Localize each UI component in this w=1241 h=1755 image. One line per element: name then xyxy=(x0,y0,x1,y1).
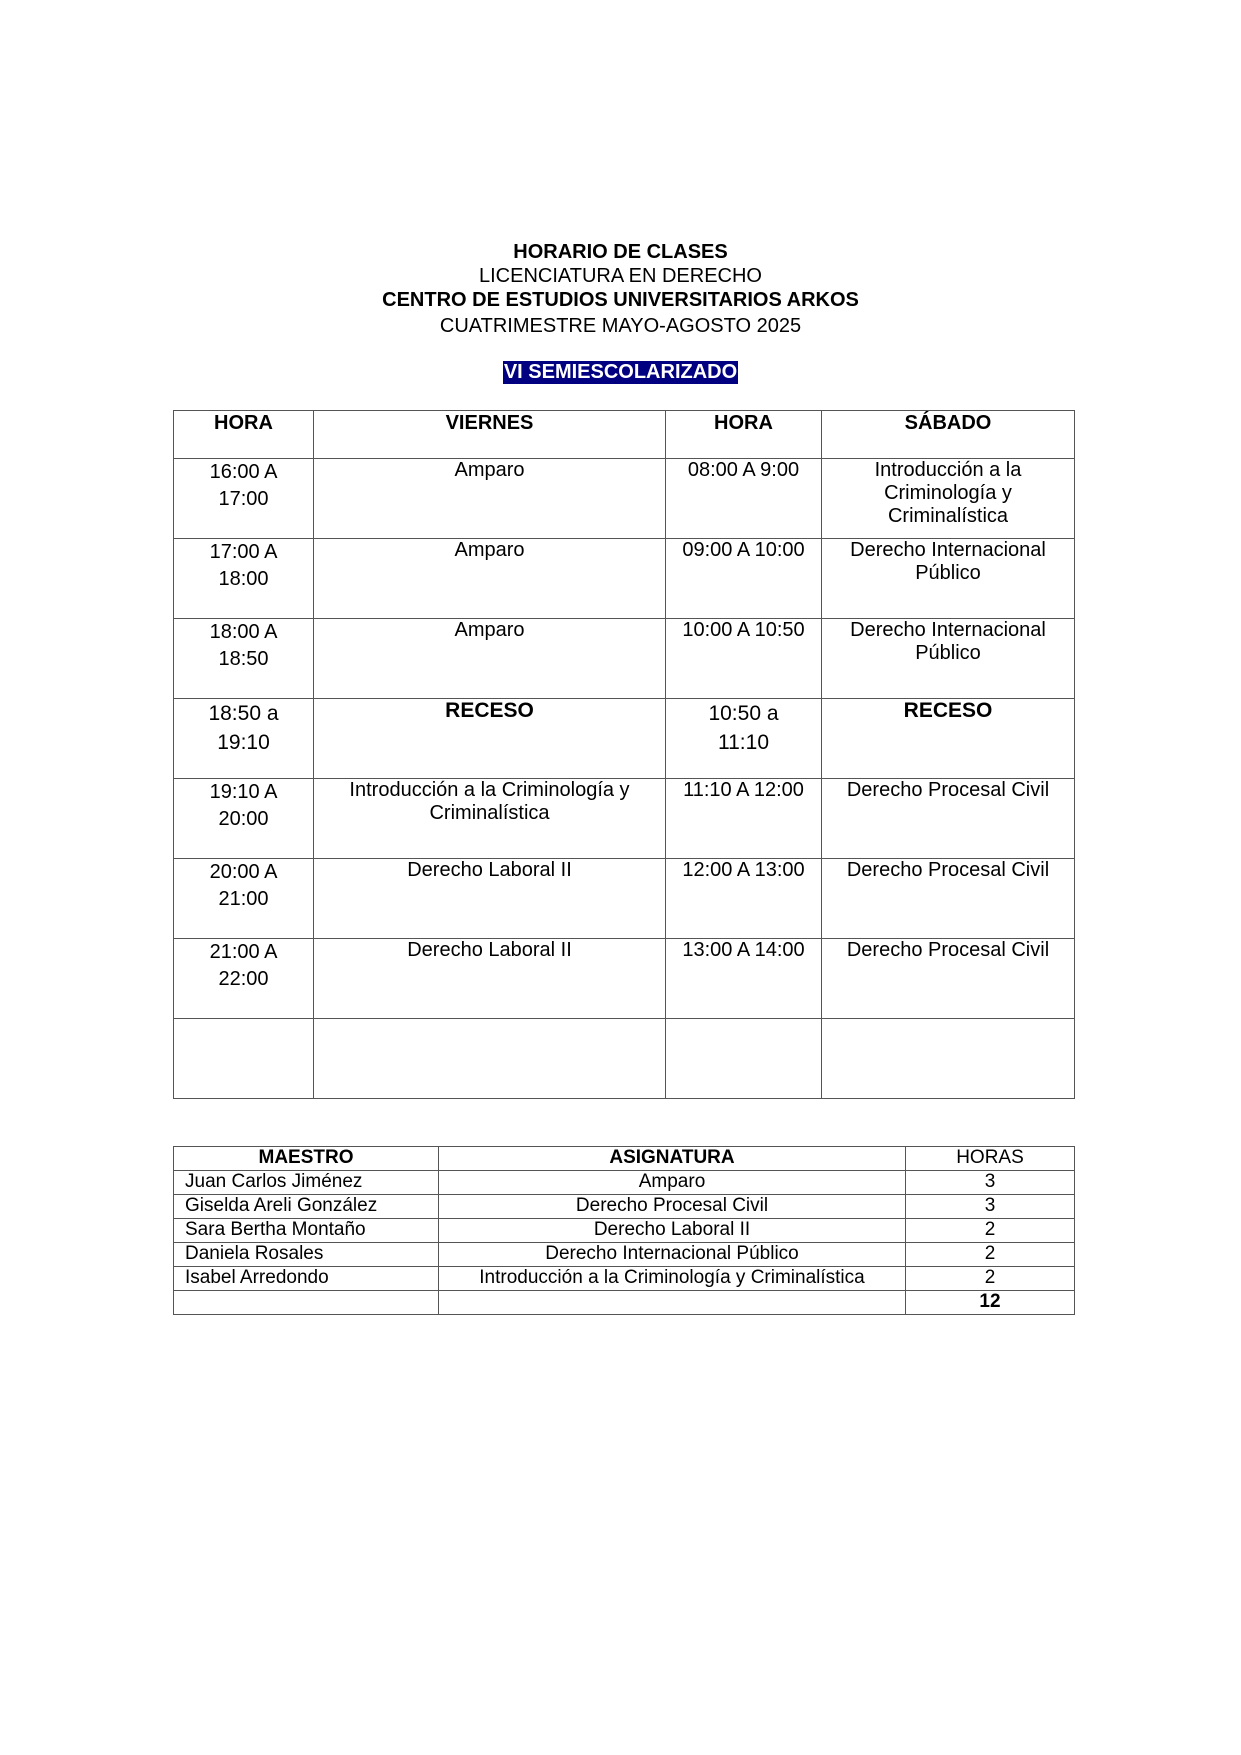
teacher-name: Giselda Areli González xyxy=(174,1195,439,1219)
teacher-name: Sara Bertha Montaño xyxy=(174,1219,439,1243)
teachers-table xyxy=(173,1146,1075,1315)
time-cell-friday: 16:00 A 17:00 xyxy=(174,459,314,539)
schedule-row xyxy=(174,939,1075,1019)
teachers-total-row xyxy=(174,1291,1075,1315)
subject-cell-friday: Introducción a la Criminología y Criminalística xyxy=(314,779,666,859)
group-badge: VI SEMIESCOLARIZADO xyxy=(503,361,738,383)
subject-cell-saturday: Derecho Procesal Civil xyxy=(822,939,1075,1019)
empty-cell xyxy=(822,1019,1075,1099)
column-header-sabado: SÁBADO xyxy=(822,411,1075,459)
subject-cell-friday: Amparo xyxy=(314,459,666,539)
schedule-header-row xyxy=(174,411,1075,459)
column-header-maestro: MAESTRO xyxy=(174,1147,439,1171)
empty-cell xyxy=(439,1291,906,1315)
time-cell-saturday: 13:00 A 14:00 xyxy=(666,939,822,1019)
document-title: HORARIO DE CLASES xyxy=(513,241,728,263)
teacher-subject: Derecho Procesal Civil xyxy=(439,1195,906,1219)
time-cell-friday: 19:10 A 20:00 xyxy=(174,779,314,859)
subject-cell-friday: Derecho Laboral II xyxy=(314,939,666,1019)
teacher-row xyxy=(174,1267,1075,1291)
teacher-hours: 2 xyxy=(906,1219,1075,1243)
subject-cell-saturday: Derecho Internacional Público xyxy=(822,539,1075,619)
teacher-hours: 3 xyxy=(906,1195,1075,1219)
schedule-row-recess xyxy=(174,699,1075,779)
subject-cell-saturday: Derecho Procesal Civil xyxy=(822,859,1075,939)
teacher-name: Daniela Rosales xyxy=(174,1243,439,1267)
subject-cell-saturday: Derecho Internacional Público xyxy=(822,619,1075,699)
schedule-row-empty xyxy=(174,1019,1075,1099)
subject-cell-friday: Derecho Laboral II xyxy=(314,859,666,939)
time-cell-friday: 20:00 A 21:00 xyxy=(174,859,314,939)
teacher-hours: 2 xyxy=(906,1243,1075,1267)
schedule-table xyxy=(173,410,1075,1099)
schedule-row xyxy=(174,859,1075,939)
teacher-hours: 3 xyxy=(906,1171,1075,1195)
empty-cell xyxy=(314,1019,666,1099)
schedule-row xyxy=(174,539,1075,619)
teacher-subject: Introducción a la Criminología y Criminalística xyxy=(439,1267,906,1291)
institution-name: CENTRO DE ESTUDIOS UNIVERSITARIOS ARKOS xyxy=(382,289,859,311)
time-cell-saturday: 11:10 A 12:00 xyxy=(666,779,822,859)
subject-cell-friday: Amparo xyxy=(314,539,666,619)
recess-time-cell-saturday: 10:50 a 11:10 xyxy=(666,699,822,779)
subject-cell-friday: Amparo xyxy=(314,619,666,699)
recess-time-cell-friday: 18:50 a 19:10 xyxy=(174,699,314,779)
teacher-name: Juan Carlos Jiménez xyxy=(174,1171,439,1195)
schedule-row xyxy=(174,619,1075,699)
empty-cell xyxy=(174,1019,314,1099)
teacher-subject: Derecho Internacional Público xyxy=(439,1243,906,1267)
empty-cell xyxy=(666,1019,822,1099)
term-label: CUATRIMESTRE MAYO-AGOSTO 2025 xyxy=(439,315,802,337)
time-cell-friday: 18:00 A 18:50 xyxy=(174,619,314,699)
total-hours: 12 xyxy=(906,1291,1075,1315)
schedule-row xyxy=(174,459,1075,539)
column-header-hora-viernes: HORA xyxy=(174,411,314,459)
time-cell-friday: 17:00 A 18:00 xyxy=(174,539,314,619)
time-cell-saturday: 10:00 A 10:50 xyxy=(666,619,822,699)
teacher-row xyxy=(174,1171,1075,1195)
recess-cell-saturday: RECESO xyxy=(822,699,1075,779)
column-header-hora-sabado: HORA xyxy=(666,411,822,459)
teacher-subject: Derecho Laboral II xyxy=(439,1219,906,1243)
teacher-hours: 2 xyxy=(906,1267,1075,1291)
teacher-subject: Amparo xyxy=(439,1171,906,1195)
time-cell-saturday: 08:00 A 9:00 xyxy=(666,459,822,539)
program-name: LICENCIATURA EN DERECHO xyxy=(478,265,762,287)
teacher-row xyxy=(174,1243,1075,1267)
group-heading xyxy=(0,360,1241,384)
subject-cell-saturday: Introducción a la Criminología y Criminalística xyxy=(822,459,1075,539)
teacher-name: Isabel Arredondo xyxy=(174,1267,439,1291)
empty-cell xyxy=(174,1291,439,1315)
time-cell-saturday: 09:00 A 10:00 xyxy=(666,539,822,619)
column-header-horas: HORAS xyxy=(906,1147,1075,1171)
time-cell-friday: 21:00 A 22:00 xyxy=(174,939,314,1019)
column-header-viernes: VIERNES xyxy=(314,411,666,459)
time-cell-saturday: 12:00 A 13:00 xyxy=(666,859,822,939)
teacher-row xyxy=(174,1219,1075,1243)
schedule-row xyxy=(174,779,1075,859)
subject-cell-saturday: Derecho Procesal Civil xyxy=(822,779,1075,859)
recess-cell-friday: RECESO xyxy=(314,699,666,779)
column-header-asignatura: ASIGNATURA xyxy=(439,1147,906,1171)
teachers-header-row xyxy=(174,1147,1075,1171)
teacher-row xyxy=(174,1195,1075,1219)
